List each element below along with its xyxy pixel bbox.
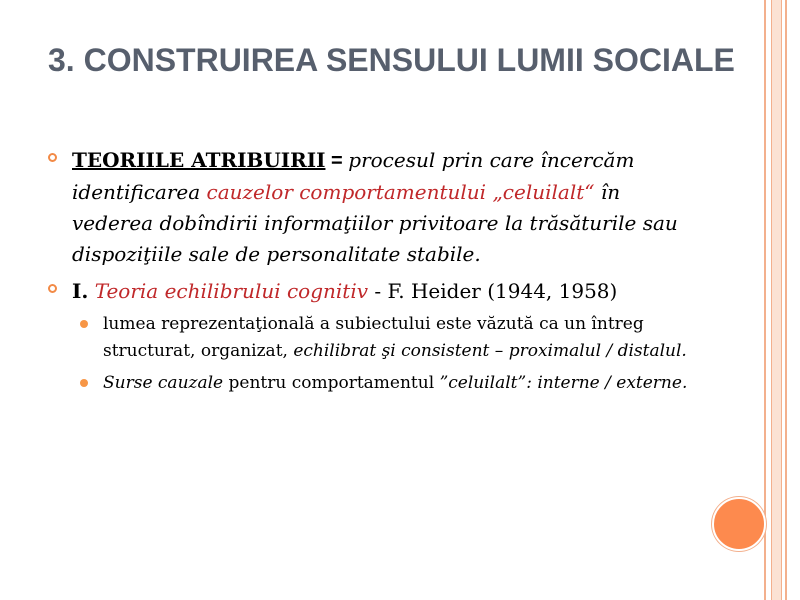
decorative-circle [712,497,766,551]
definition-text: procesul prin care încercăm identificarea [72,148,635,204]
sub-bullet-item [80,370,688,397]
bullet-cognitive-balance [48,276,688,307]
bullet-ring-icon [48,284,57,293]
sub-bullet-italic: Surse cauzale [103,373,224,393]
sub-bullet-item [80,311,688,365]
slide-content [48,145,688,397]
equals-sign: = [325,150,349,172]
numeral: I. [72,279,89,303]
bullet-attribution-theories [48,145,688,270]
author-text: - F. Heider (1944, 1958) [368,279,618,303]
definition-text-end: în vederea dobîndirii informaţiilor privitoare la trăsăturile sau dispoziţiile sale de personalitate stabile. [72,180,678,266]
highlight-text: cauzelor comportamentului „celuilalt“ [206,180,595,204]
sub-bullet-list [48,311,688,397]
decorative-border-line [785,0,787,600]
bullet-dot-icon [80,379,88,387]
bullet-dot-icon [80,320,88,328]
sub-bullet-italic: ”celuilalt”: interne / externe. [439,373,688,393]
sub-bullet-text: pentru comportamentul [223,373,440,393]
bullet-ring-icon [48,153,57,162]
decorative-border-band [771,0,782,600]
sub-bullet-text: lumea reprezentaţională a subiectului este văzută ca un întreg structurat, organizat, [103,314,644,361]
slide-title: 3. CONSTRUIREA SENSULUI LUMII SOCIALE [48,42,735,78]
term-label: TEORIILE ATRIBUIRII [72,148,326,172]
decorative-border-line [764,0,766,600]
theory-name: Teoria echilibrului cognitiv [94,279,369,303]
sub-bullet-italic: echilibrat şi consistent – proximalul / distalul. [293,341,687,361]
